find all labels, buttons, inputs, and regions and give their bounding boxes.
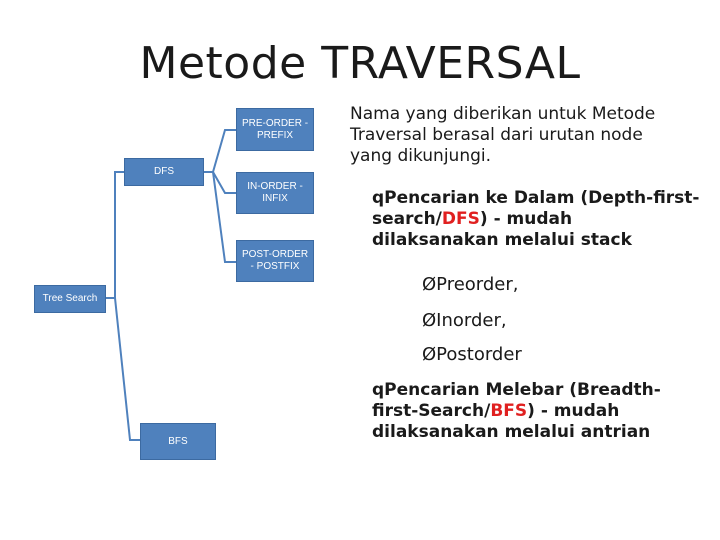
arrow-bullet-icon: Ø: [422, 274, 437, 295]
node-dfs: [124, 158, 204, 186]
connector-root-bfs: [105, 298, 140, 440]
q-bullet-icon: q: [372, 188, 385, 208]
connector-dfs-inorder: [203, 172, 236, 193]
node-dfs-label: DFS: [154, 166, 174, 177]
subitem-preorder: [422, 274, 519, 295]
subitem-postorder: [422, 344, 522, 365]
subitem-postorder-label: Postorder: [436, 344, 522, 365]
dfs-text-before: Pencarian ke Dalam (Depth-first-search/: [372, 188, 700, 229]
bfs-text-after: ) - mudah dilaksanakan melalui antrian: [372, 401, 651, 442]
node-preorder-label: PRE-ORDER - PREFIX: [241, 117, 309, 141]
connector-dfs-preorder: [203, 130, 236, 172]
node-preorder: [236, 108, 314, 151]
subitem-inorder: [422, 310, 507, 331]
dfs-highlight: DFS: [441, 209, 480, 229]
node-bfs-label: BFS: [168, 435, 188, 447]
connector-dfs-postorder: [203, 172, 236, 262]
node-inorder: [236, 172, 314, 214]
slide-title: Metode TRAVERSAL: [139, 38, 581, 89]
bfs-text-before: Pencarian Melebar (Breadth-first-Search/: [372, 380, 661, 421]
subitem-preorder-label: Preorder,: [436, 274, 519, 295]
arrow-bullet-icon: Ø: [422, 344, 437, 365]
node-tree-search: [34, 285, 106, 313]
dfs-text-after: ) - mudah dilaksanakan melalui stack: [372, 209, 632, 250]
node-inorder-label: IN-ORDER - INFIX: [247, 181, 303, 204]
dfs-description: [372, 188, 702, 251]
subitem-inorder-label: Inorder,: [436, 310, 507, 331]
bfs-description: [372, 380, 702, 443]
q-bullet-icon: q: [372, 380, 385, 400]
node-postorder-label: POST-ORDER - POSTFIX: [241, 249, 309, 272]
intro-text: Nama yang diberikan untuk Metode Traversal berasal dari urutan node yang dikunjungi.: [350, 104, 656, 166]
arrow-bullet-icon: Ø: [422, 310, 437, 331]
node-bfs: [140, 423, 216, 460]
node-postorder: [236, 240, 314, 282]
node-tree-search-label: Tree Search: [42, 293, 98, 304]
connector-root-dfs: [105, 172, 124, 298]
bfs-highlight: BFS: [490, 401, 528, 421]
